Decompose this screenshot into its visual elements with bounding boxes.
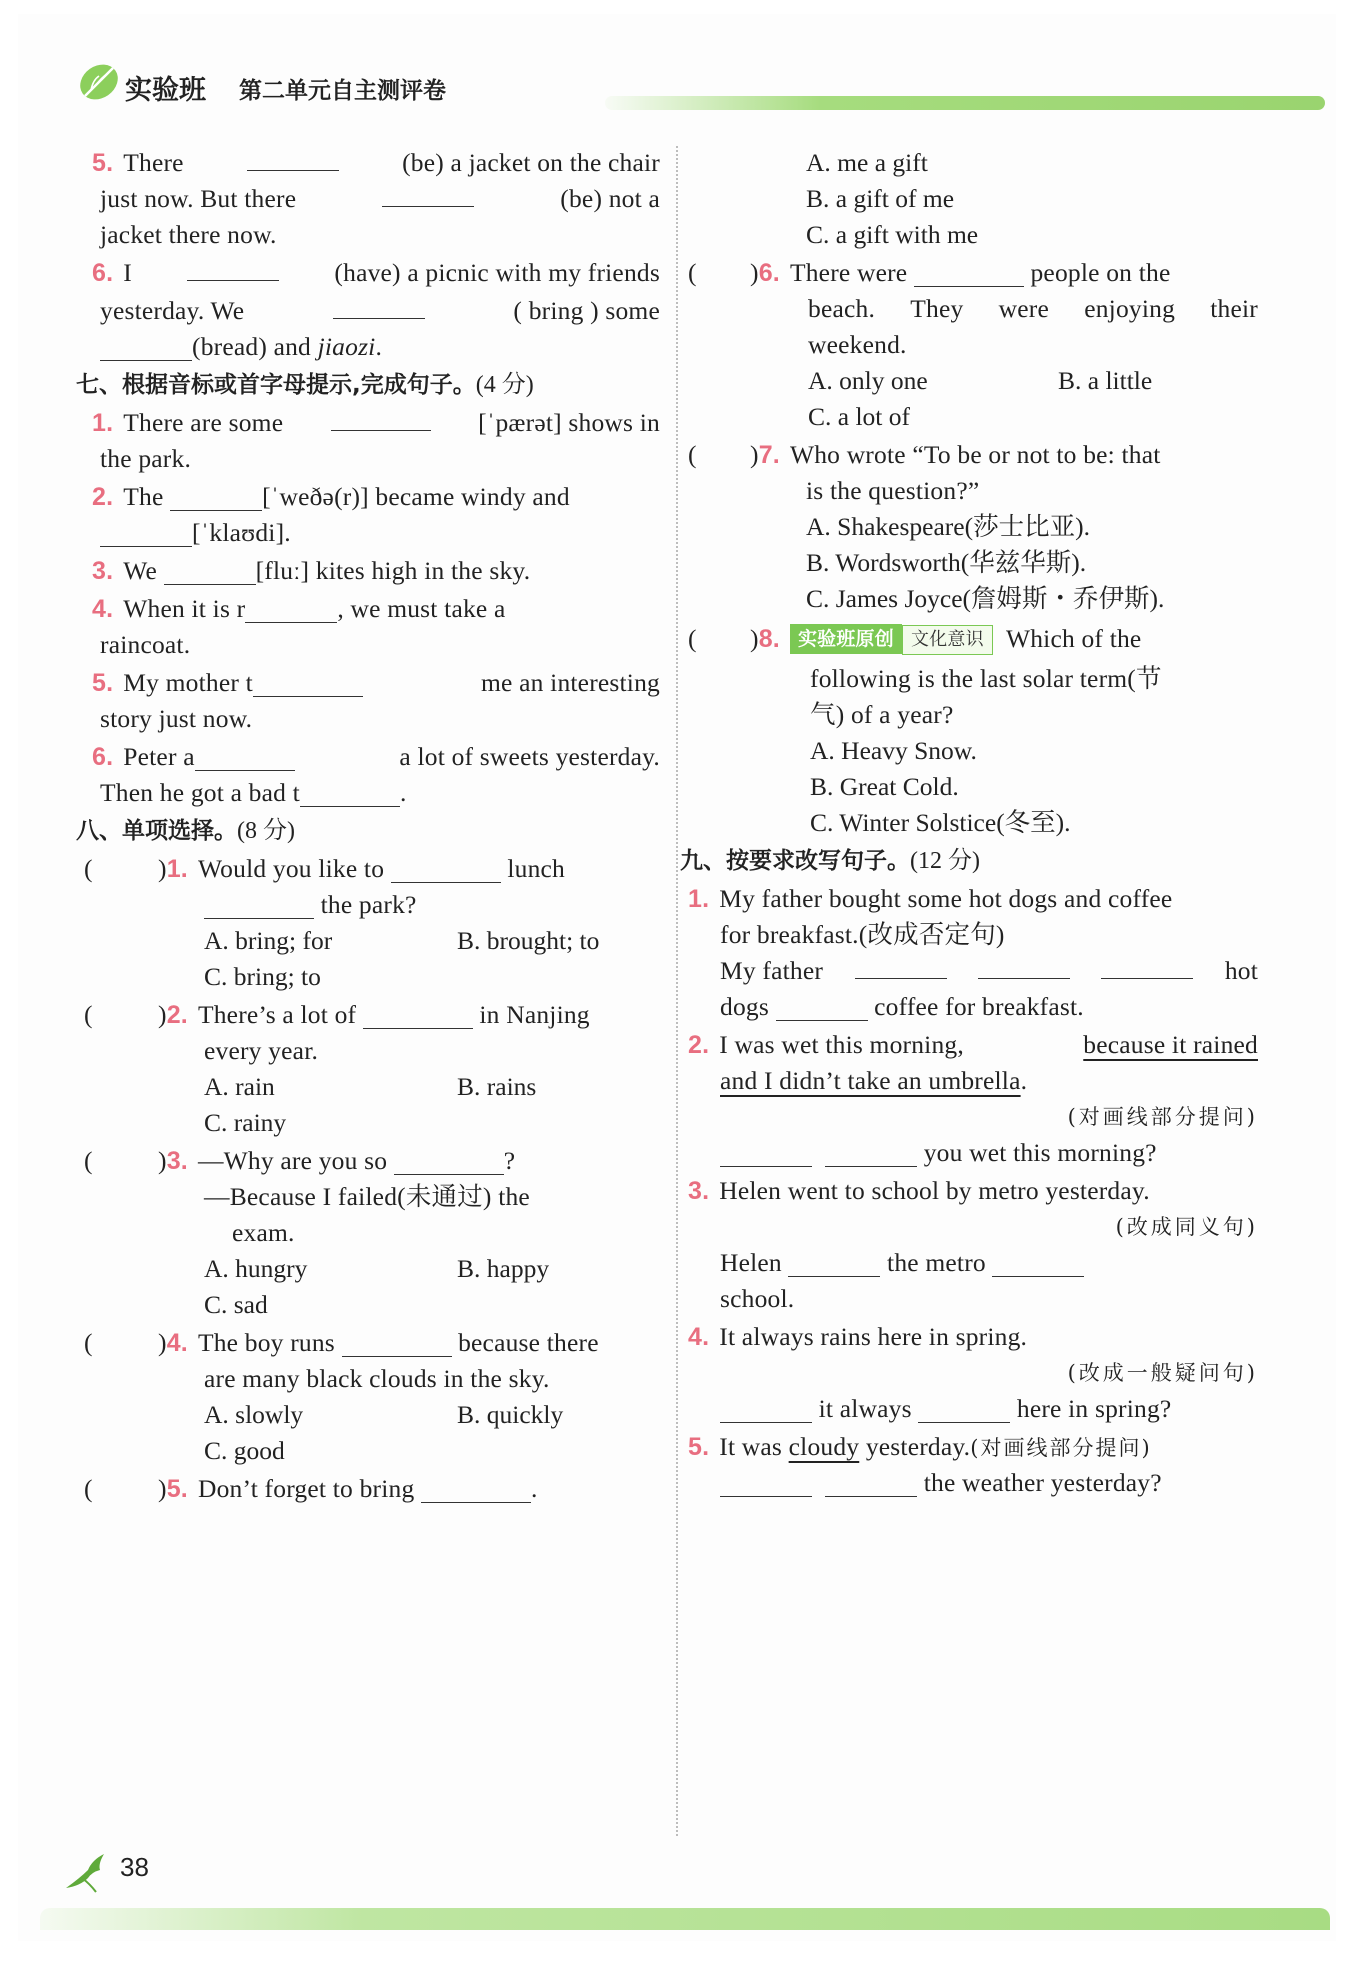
mc-7-option-b[interactable]: B. Wordsworth(华兹华斯). xyxy=(806,548,1087,577)
mc-text: ? xyxy=(503,1146,516,1175)
r-text: here in spring? xyxy=(1016,1394,1172,1423)
answer-blank[interactable] xyxy=(992,1246,1084,1277)
section-title: 七、根据音标或首字母提示,完成句子。 xyxy=(76,372,476,398)
q6-text: ( bring ) some xyxy=(513,296,660,325)
answer-paren[interactable]: ( xyxy=(84,1146,93,1175)
r-text: hot xyxy=(1224,956,1258,985)
mc-5-option-c[interactable]: C. a gift with me xyxy=(806,220,979,249)
paren-close: ) xyxy=(750,258,759,287)
r5-line-2 xyxy=(720,1460,1258,1506)
underlined-text: because it rained xyxy=(1083,1030,1258,1059)
section-title: 八、单项选择。 xyxy=(76,818,237,844)
mc-5-line-1 xyxy=(84,1466,660,1512)
question-number: 1. xyxy=(688,885,710,913)
mc-1-option-b[interactable]: B. brought; to xyxy=(457,926,600,955)
r-text: My father xyxy=(720,956,824,985)
s7-text: . xyxy=(399,778,407,807)
mc-8-option-a[interactable]: A. Heavy Snow. xyxy=(810,736,977,765)
s7-text: When it is r xyxy=(123,594,246,623)
mc-text: Who wrote “To be or not to be: that xyxy=(789,440,1161,469)
r-text: I was wet this morning, xyxy=(719,1030,964,1059)
question-number: 7. xyxy=(758,441,780,469)
mc-text: Would you like to xyxy=(197,854,385,883)
answer-blank[interactable] xyxy=(247,140,339,171)
mc-4-option-b[interactable]: B. quickly xyxy=(457,1400,564,1429)
answer-paren[interactable]: ( xyxy=(84,1328,93,1357)
leaf-logo-icon xyxy=(77,60,121,104)
answer-blank[interactable] xyxy=(331,400,431,431)
s7-item-4-line-2: raincoat. xyxy=(100,630,191,659)
r3-requirement: (改成同义句) xyxy=(1115,1215,1258,1239)
answer-blank[interactable] xyxy=(363,998,473,1029)
question-number: 3. xyxy=(166,1147,188,1175)
q6-text: (bread) and xyxy=(192,332,312,361)
answer-blank[interactable] xyxy=(720,1466,812,1497)
question-number: 5. xyxy=(688,1433,710,1461)
r-text: . xyxy=(1020,1066,1028,1095)
s7-text: There are some xyxy=(123,408,284,437)
paren-close: ) xyxy=(158,1474,167,1503)
paren-close: ) xyxy=(750,440,759,469)
mc-3-option-a[interactable]: A. hungry xyxy=(204,1254,308,1283)
r-text: Helen went to school by metro yesterday. xyxy=(719,1176,1150,1205)
answer-blank[interactable] xyxy=(855,948,947,979)
q5-line-3: jacket there now. xyxy=(100,220,277,249)
question-number: 1. xyxy=(166,855,188,883)
r-text: It always rains here in spring. xyxy=(719,1322,1028,1351)
answer-paren[interactable]: ( xyxy=(688,624,697,653)
mc-text: were xyxy=(998,294,1049,323)
mc-2-option-c[interactable]: C. rainy xyxy=(204,1108,287,1137)
r2-requirement: (对画线部分提问) xyxy=(1067,1105,1258,1129)
mc-6-option-c[interactable]: C. a lot of xyxy=(808,402,910,431)
mc-8-line-2: following is the last solar term(节 xyxy=(810,664,1162,693)
q6-text: I xyxy=(123,258,132,287)
answer-blank[interactable] xyxy=(382,176,474,207)
bird-icon xyxy=(62,1848,110,1896)
r5-requirement: (对画线部分提问) xyxy=(970,1436,1152,1460)
question-number: 2. xyxy=(92,483,114,511)
q6-text: (have) a picnic with my friends xyxy=(334,258,660,287)
r-text: coffee for breakfast. xyxy=(874,992,1084,1021)
page-title: 第二单元自主测评卷 xyxy=(239,78,446,104)
mc-text: people on the xyxy=(1030,258,1171,287)
question-number: 2. xyxy=(166,1001,188,1029)
mc-text: their xyxy=(1210,294,1258,323)
brand-name: 实验班 xyxy=(125,75,206,106)
question-number: 2. xyxy=(688,1031,710,1059)
r-text: the weather yesterday? xyxy=(923,1468,1162,1497)
mc-text: The boy runs xyxy=(197,1328,335,1357)
s7-text: me an interesting xyxy=(480,668,660,697)
footer-band xyxy=(40,1908,1330,1930)
r4-requirement: (改成一般疑问句) xyxy=(1067,1361,1258,1385)
answer-blank[interactable] xyxy=(914,256,1024,287)
mc-3-line-2: —Because I failed(未通过) the xyxy=(204,1182,530,1211)
r-text: Helen xyxy=(720,1248,782,1277)
s7-text: [fluː] kites high in the sky. xyxy=(255,556,531,585)
column-divider xyxy=(676,146,678,1836)
mc-text: There’s a lot of xyxy=(197,1000,357,1029)
question-number: 4. xyxy=(92,595,114,623)
question-number: 4. xyxy=(688,1323,710,1351)
r-text: it always xyxy=(818,1394,912,1423)
mc-2-option-a[interactable]: A. rain xyxy=(204,1072,275,1101)
answer-blank[interactable] xyxy=(333,288,425,319)
answer-blank[interactable] xyxy=(195,740,295,771)
page-header xyxy=(75,58,1315,118)
answer-paren[interactable]: ( xyxy=(688,440,697,469)
mc-4-option-c[interactable]: C. good xyxy=(204,1436,285,1465)
s7-text: , we must take a xyxy=(337,594,506,623)
s7-text: The xyxy=(123,482,164,511)
mc-3-option-b[interactable]: B. happy xyxy=(457,1254,550,1283)
paren-close: ) xyxy=(750,624,759,653)
mc-1-option-c[interactable]: C. bring; to xyxy=(204,962,321,991)
answer-blank[interactable] xyxy=(720,1136,812,1167)
s7-text: Peter a xyxy=(123,742,195,771)
mc-2-option-b[interactable]: B. rains xyxy=(457,1072,537,1101)
mc-4-option-a[interactable]: A. slowly xyxy=(204,1400,304,1429)
section-title: 九、按要求改写句子。 xyxy=(680,848,910,874)
question-number: 6. xyxy=(92,259,114,287)
s7-text: [ˈweðə(r)] became windy and xyxy=(262,482,570,511)
answer-paren[interactable]: ( xyxy=(84,854,93,883)
mc-3-line-3: exam. xyxy=(232,1218,295,1247)
question-number: 3. xyxy=(92,557,114,585)
question-number: 3. xyxy=(688,1177,710,1205)
question-number: 4. xyxy=(166,1329,188,1357)
question-number: 1. xyxy=(92,409,114,437)
q6-text: jiaozi xyxy=(317,332,376,361)
answer-blank[interactable] xyxy=(918,1392,1010,1423)
s7-text: We xyxy=(123,556,157,585)
answer-blank[interactable] xyxy=(342,1326,452,1357)
answer-blank[interactable] xyxy=(391,852,501,883)
r-text: the metro xyxy=(887,1248,986,1277)
r-text: you wet this morning? xyxy=(923,1138,1157,1167)
mc-1-option-a[interactable]: A. bring; for xyxy=(204,926,333,955)
mc-text: because there xyxy=(458,1328,599,1357)
mc-8-option-c[interactable]: C. Winter Solstice(冬至). xyxy=(810,808,1071,837)
answer-blank[interactable] xyxy=(1101,948,1193,979)
s7-text: [ˈpærət] shows in xyxy=(478,408,660,437)
mc-text: beach. xyxy=(808,294,876,323)
mc-5-option-b[interactable]: B. a gift of me xyxy=(806,184,955,213)
s7-text: My mother t xyxy=(123,668,253,697)
mc-5-option-a[interactable]: A. me a gift xyxy=(806,148,928,177)
mc-6-option-b[interactable]: B. a little xyxy=(1058,366,1153,395)
q6-text: . xyxy=(375,332,383,361)
mc-text: Which of the xyxy=(1005,624,1142,653)
mc-text: the park? xyxy=(320,890,417,919)
answer-blank[interactable] xyxy=(100,330,192,361)
q5-text: (be) a jacket on the chair xyxy=(402,148,660,177)
mc-text: enjoying xyxy=(1084,294,1176,323)
mc-text: —Why are you so xyxy=(197,1146,388,1175)
question-number: 5. xyxy=(166,1475,188,1503)
answer-blank[interactable] xyxy=(720,1392,812,1423)
r1-line-2: for breakfast.(改成否定句) xyxy=(720,920,1005,949)
answer-blank[interactable] xyxy=(204,888,314,919)
question-number: 8. xyxy=(758,625,780,653)
r-text: It was xyxy=(719,1432,783,1461)
section-score: (12 分) xyxy=(910,848,980,874)
mc-7-line-2: is the question?” xyxy=(806,476,980,505)
header-band xyxy=(605,96,1325,110)
answer-blank[interactable] xyxy=(300,776,400,807)
s7-text: Then he got a bad t xyxy=(100,778,300,807)
answer-blank[interactable] xyxy=(788,1246,880,1277)
paren-close: ) xyxy=(158,1328,167,1357)
s7-item-1-line-2: the park. xyxy=(100,444,192,473)
r3-line-3: school. xyxy=(720,1284,795,1313)
culture-badge: 文化意识 xyxy=(902,625,993,655)
underlined-text: and I didn’t take an umbrella xyxy=(720,1066,1021,1095)
answer-paren[interactable]: ( xyxy=(84,1000,93,1029)
mc-3-option-c[interactable]: C. sad xyxy=(204,1290,268,1319)
answer-blank[interactable] xyxy=(253,666,363,697)
answer-paren[interactable]: ( xyxy=(84,1474,93,1503)
q5-text: There xyxy=(123,148,184,177)
answer-blank[interactable] xyxy=(421,1472,531,1503)
paren-close: ) xyxy=(158,854,167,883)
mc-2-line-2: every year. xyxy=(204,1036,319,1065)
original-badge: 实验班原创 xyxy=(790,624,902,654)
answer-blank[interactable] xyxy=(164,554,256,585)
mc-6-line-3: weekend. xyxy=(808,330,907,359)
answer-blank[interactable] xyxy=(245,592,337,623)
s7-text: a lot of sweets yesterday. xyxy=(399,742,660,771)
answer-blank[interactable] xyxy=(825,1136,917,1167)
mc-text: Don’t forget to bring xyxy=(197,1474,415,1503)
r-text: dogs xyxy=(720,992,769,1021)
q6-text: yesterday. We xyxy=(100,296,245,325)
answer-blank[interactable] xyxy=(825,1466,917,1497)
paren-close: ) xyxy=(158,1146,167,1175)
s7-text: [ˈklaʊdi]. xyxy=(192,518,291,547)
question-number: 5. xyxy=(92,149,114,177)
mc-4-line-2: are many black clouds in the sky. xyxy=(204,1364,550,1393)
q5-text: just now. But there xyxy=(100,184,297,213)
mc-8-option-b[interactable]: B. Great Cold. xyxy=(810,772,959,801)
answer-blank[interactable] xyxy=(170,480,262,511)
r-text: My father bought some hot dogs and coffee xyxy=(719,884,1173,913)
section-score: (8 分) xyxy=(237,818,295,844)
answer-blank[interactable] xyxy=(394,1144,504,1175)
mc-7-option-a[interactable]: A. Shakespeare(莎士比亚). xyxy=(806,512,1090,541)
mc-6-option-a[interactable]: A. only one xyxy=(808,366,928,395)
answer-paren[interactable]: ( xyxy=(688,258,697,287)
mc-text: There were xyxy=(789,258,908,287)
answer-blank[interactable] xyxy=(100,516,192,547)
section-score: (4 分) xyxy=(475,372,534,398)
mc-8-line-3: 气) of a year? xyxy=(810,700,954,729)
answer-blank[interactable] xyxy=(187,250,279,281)
s7-item-5-line-2: story just now. xyxy=(100,704,253,733)
mc-text: . xyxy=(530,1474,538,1503)
mc-text: in Nanjing xyxy=(479,1000,590,1029)
q5-text: (be) not a xyxy=(560,184,660,213)
question-number: 5. xyxy=(92,669,114,697)
paren-close: ) xyxy=(158,1000,167,1029)
mc-text: They xyxy=(910,294,964,323)
r-text: yesterday. xyxy=(865,1432,971,1461)
mc-7-option-c[interactable]: C. James Joyce(詹姆斯・乔伊斯). xyxy=(806,584,1165,613)
question-number: 6. xyxy=(92,743,114,771)
answer-blank[interactable] xyxy=(776,990,868,1021)
question-number: 6. xyxy=(758,259,780,287)
answer-blank[interactable] xyxy=(978,948,1070,979)
page-number: 38 xyxy=(120,1852,149,1882)
mc-text: lunch xyxy=(507,854,565,883)
underlined-text: cloudy xyxy=(788,1432,860,1461)
